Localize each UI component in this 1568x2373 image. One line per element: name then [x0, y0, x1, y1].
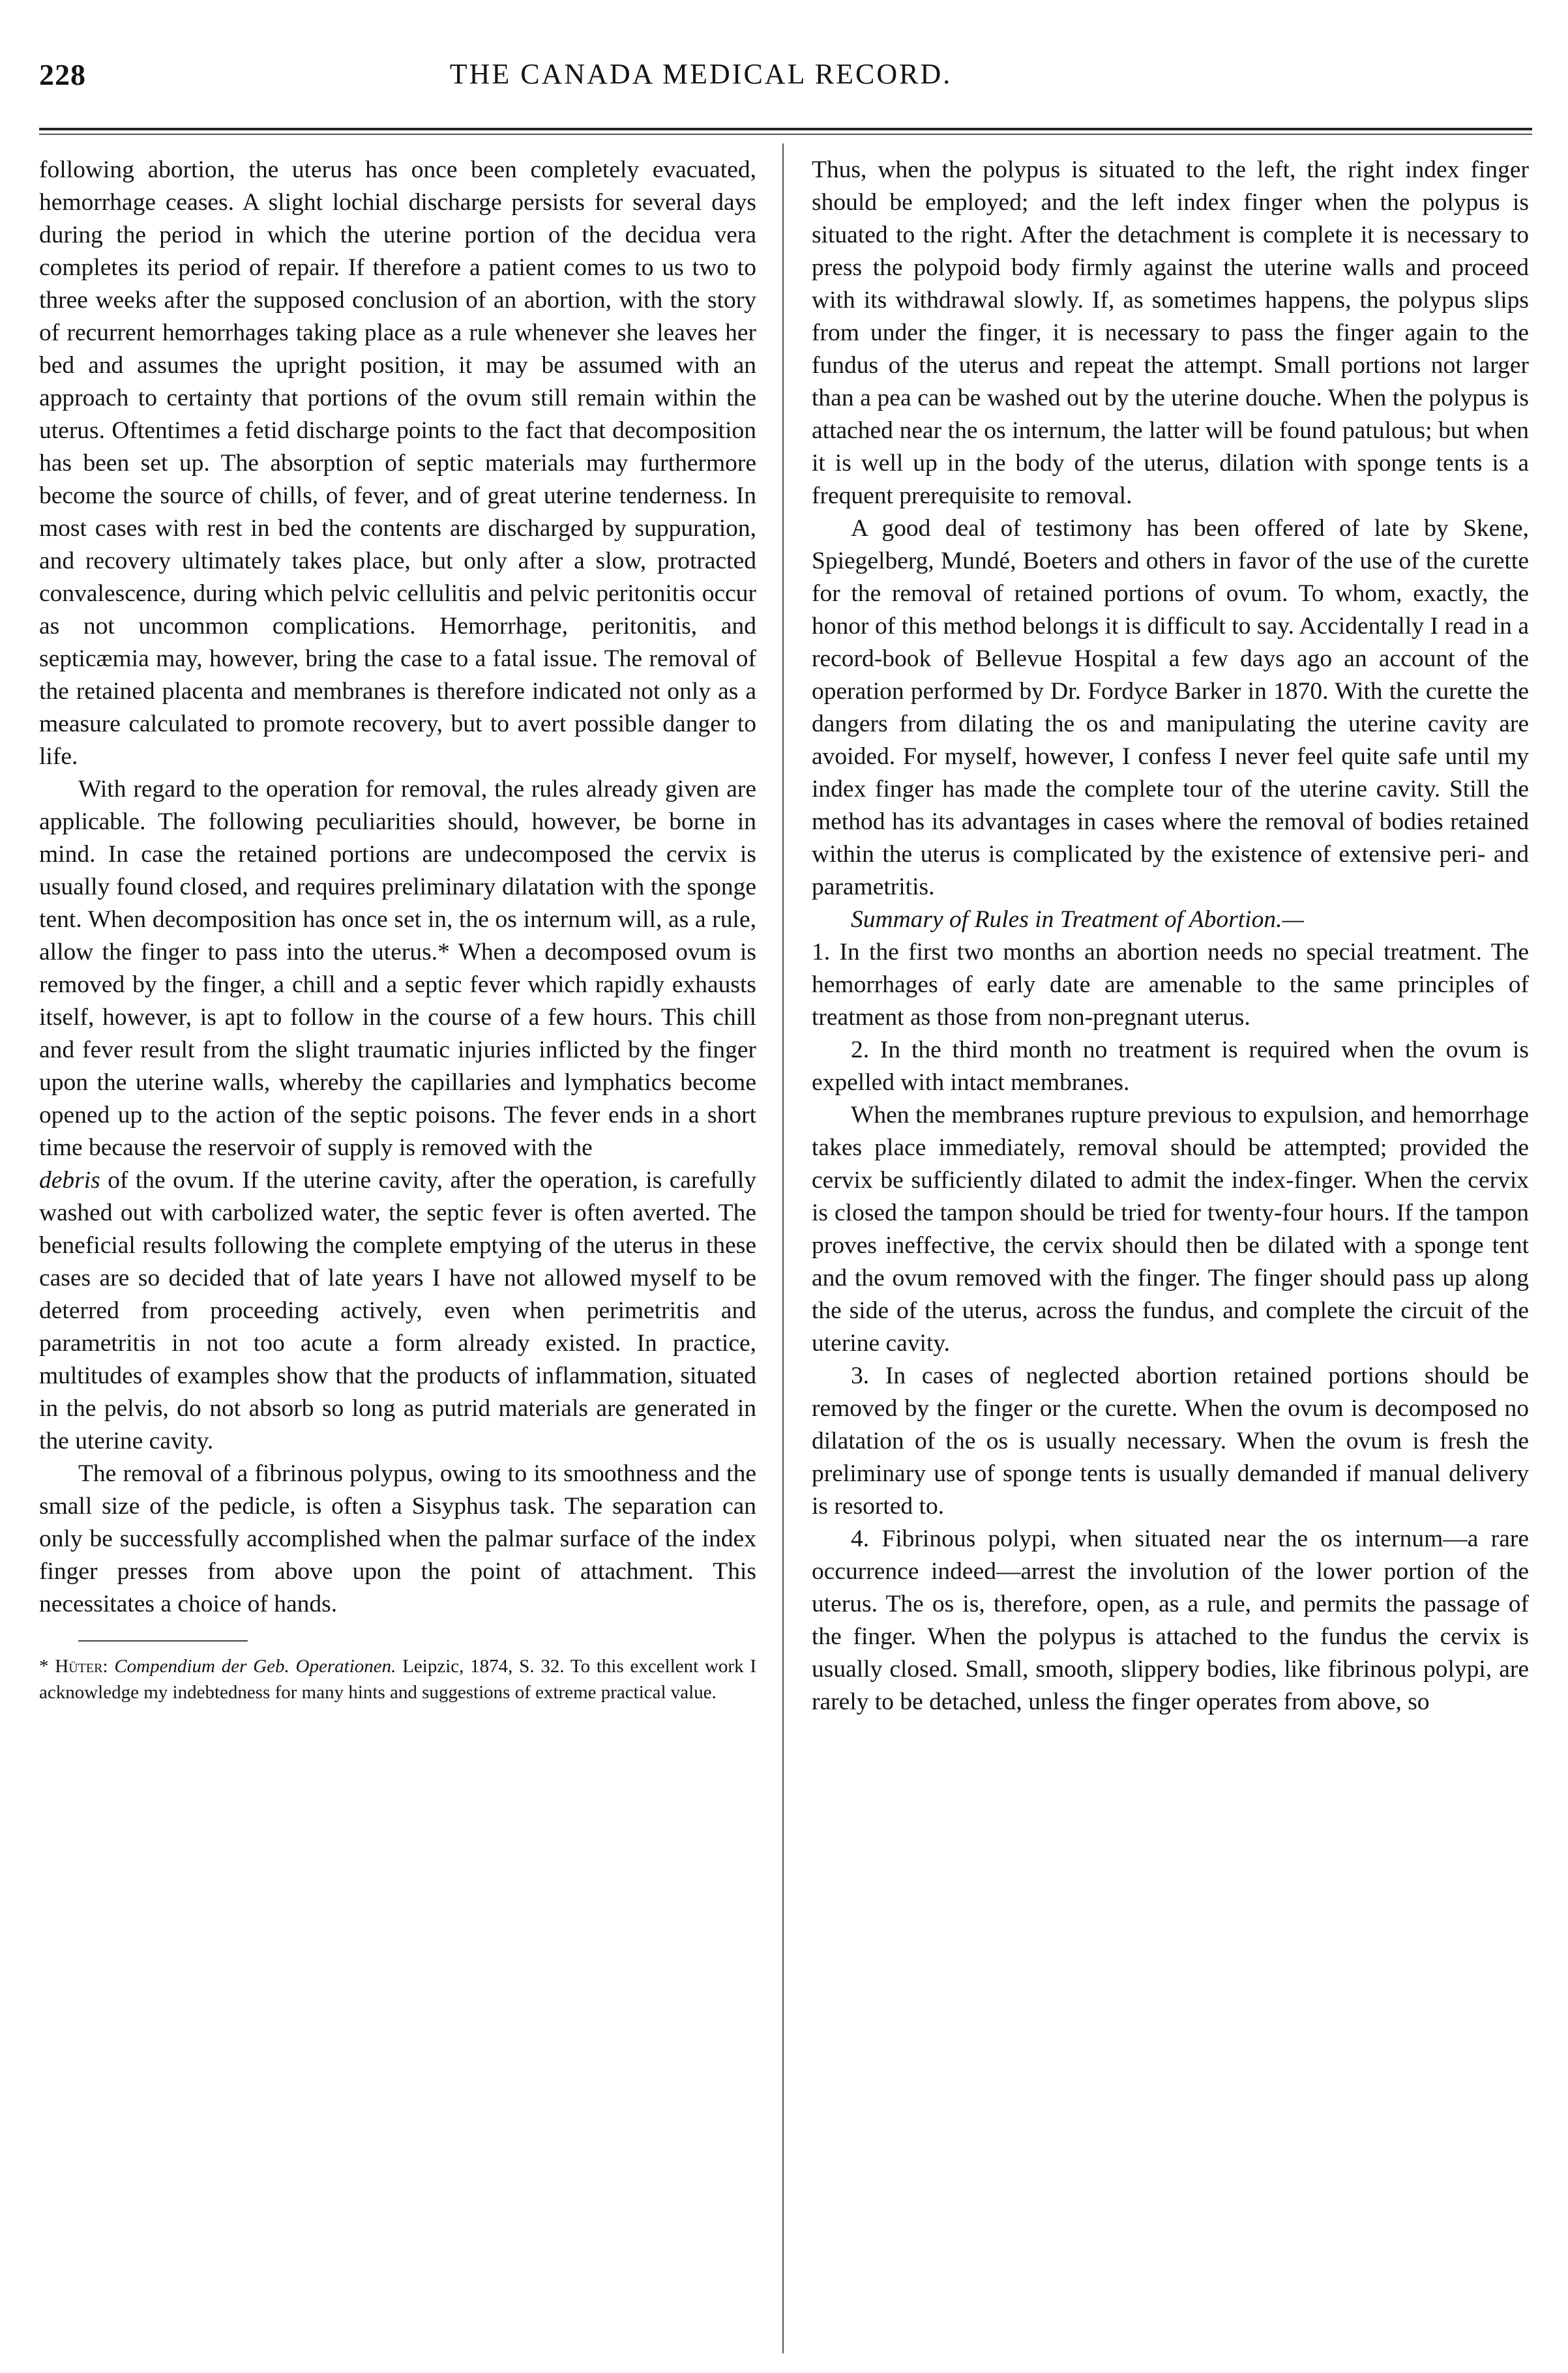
rule-item: 3. In cases of neglected abortion retained portions should be removed by the finger or the curette. When the ovum is decomposed no dilatation of the os is usually necessary. When the ovum is fresh the preliminary use of sponge tents is usually demanded if manual delivery is resorted to. — [812, 1363, 1529, 1520]
summary-heading: Summary of Rules in Treatment of Abortion.— — [851, 906, 1304, 933]
right-column — [812, 154, 1529, 1718]
footnote-rule — [78, 1640, 248, 1642]
paragraph: The removal of a fibrinous polypus, owing to its smoothness and the small size of the pedicle, is often a Sisyphus task. The separation can only be successfully accomplished when the palmar surface of the index finger presses from above upon the point of attachment. This necessitates a choice of hands. — [39, 1460, 756, 1617]
rule-item: 2. In the third month no treatment is required when the ovum is expelled with intact membranes. — [812, 1037, 1529, 1096]
rule-item: When the membranes rupture previous to expulsion, and hemorrhage takes place immediately, removal should be attempted; provided the cervix be sufficiently dilated to admit the index-finger. When the cervix is closed the tampon should be tried for twenty-four hours. If the tampon proves ineffective, the cervix should then be dilated with a sponge tent and the ovum removed with the finger. The finger should pass up along the side of the uterus, across the fundus, and complete the circuit of the uterine cavity. — [812, 1102, 1529, 1357]
left-column — [39, 154, 756, 1705]
paragraph: following abortion, the uterus has once been completely evacuated, hemorrhage ceases. A slight lochial discharge persists for several days during the period in which the uterine portion of the decidua vera completes its period of repair. If therefore a patient comes to us two to three weeks after the supposed conclusion of an abortion, with the story of recurrent hemorrhages taking place as a rule whenever she leaves her bed and assumes the upright position, it may be assumed with an approach to certainty that portions of the ovum still remain within the uterus. Oftentimes a fetid discharge points to the fact that decomposition has been set up. The absorption of septic materials may furthermore become the source of chills, of fever, and of great uterine tenderness. In most cases with rest in bed the contents are discharged by suppuration, and recovery ultimately takes place, but only after a slow, protracted convalescence, during which pelvic cellulitis and pelvic peritonitis occur as not uncommon complications. Hemorrhage, peritonitis, and septicæmia may, however, bring the case to a fatal issue. The removal of the retained placenta and membranes is therefore indicated not only as a measure calculated to promote recovery, but to avert possible danger to life. — [39, 156, 756, 770]
rule-item: 1. In the first two months an abortion needs no special treatment. The hemorrhages of early date are amenable to the same principles of treatment as those from non-pregnant uterus. — [812, 939, 1529, 1031]
footnote — [39, 1653, 756, 1705]
paragraph: A good deal of testimony has been offered of late by Skene, Spiegelberg, Mundé, Boeters and others in favor of the use of the curette for the removal of retained portions of ovum. To whom, exactly, the honor of this method belongs it is difficult to say. Accidentally I read in a record-book of Bellevue Hospital a few days ago an account of the operation performed by Dr. Fordyce Barker in 1870. With the curette the dangers from dilating the os and manipulating the uterine cavity are avoided. For myself, however, I confess I never feel quite safe until my index finger has made the complete tour of the uterine cavity. Still the method has its advantages in cases where the removal of bodies retained within the uterus is complicated by the existence of extensive peri- and parametritis. — [812, 515, 1529, 900]
header-rule — [39, 128, 1532, 130]
paragraph: Thus, when the polypus is situated to the left, the right index finger should be employed; and the left index finger when the polypus is situated to the right. After the detachment is complete it is necessary to press the polypoid body firmly against the uterine walls and proceed with its withdrawal slowly. If, as sometimes happens, the polypus slips from under the finger, it is necessary to pass the finger again to the fundus of the uterus and repeat the attempt. Small portions not larger than a pea can be washed out by the uterine douche. When the polypus is attached near the os internum, the latter will be found patulous; but when it is well up in the body of the uterus, dilation with sponge tents is a frequent prerequisite to removal. — [812, 156, 1529, 509]
header-rule-thin — [39, 134, 1532, 135]
footnote-author: * Hüter: — [39, 1656, 108, 1677]
page-number: 228 — [39, 58, 86, 91]
journal-page — [39, 0, 1532, 2373]
paragraph-continued — [39, 1164, 756, 1458]
paragraph: With regard to the operation for removal, the rules already given are applicable. The following peculiarities should, however, be borne in mind. In case the retained portions are undecomposed the cervix is usually found closed, and requires preliminary dilatation with the sponge tent. When decomposition has once set in, the os internum will, as a rule, allow the finger to pass into the uterus.* When a decomposed ovum is removed by the finger, a chill and a septic fever which rapidly exhausts itself, however, is apt to follow in the course of a few hours. This chill and fever result from the slight traumatic injuries inflicted by the finger upon the uterine walls, whereby the capillaries and lymphatics become opened up to the action of the septic poisons. The fever ends in a short time because the reservoir of supply is removed with the — [39, 776, 756, 1161]
footnote-text: Leipzic, 1874, S. 32. To this excellent work I acknowledge my indebtedness for many hints and suggestions of extreme practical value. — [39, 1656, 757, 1703]
italic-term: debris — [39, 1167, 100, 1194]
running-head — [39, 57, 1532, 110]
rule-item: 4. Fibrinous polypi, when situated near the os internum—a rare occurrence indeed—arrest the involution of the lower portion of the uterus. The os is, therefore, open, as a rule, and permits the passage of the finger. When the polypus is attached to the fundus the cervix is usually closed. Small, smooth, slippery bodies, like fibrinous polypi, are rarely to be detached, unless the finger operates from above, so — [812, 1526, 1529, 1715]
journal-title: THE CANADA MEDICAL RECORD. — [449, 58, 953, 90]
column-divider — [782, 143, 784, 2353]
footnote-title: Compendium der Geb. Operationen. — [114, 1656, 396, 1677]
paragraph-text: of the ovum. If the uterine cavity, after the operation, is carefully washed out with carbolized water, the septic fever is often averted. The beneficial results following the complete emptying of the uterus in these cases are so decided that of late years I have not allowed myself to be deterred from proceeding actively, even when perimetritis and parametritis in not too acute a form already existed. In practice, multitudes of examples show that the products of inflammation, situated in the pelvis, do not absorb so long as putrid materials are generated in the uterine cavity. — [39, 1167, 756, 1454]
